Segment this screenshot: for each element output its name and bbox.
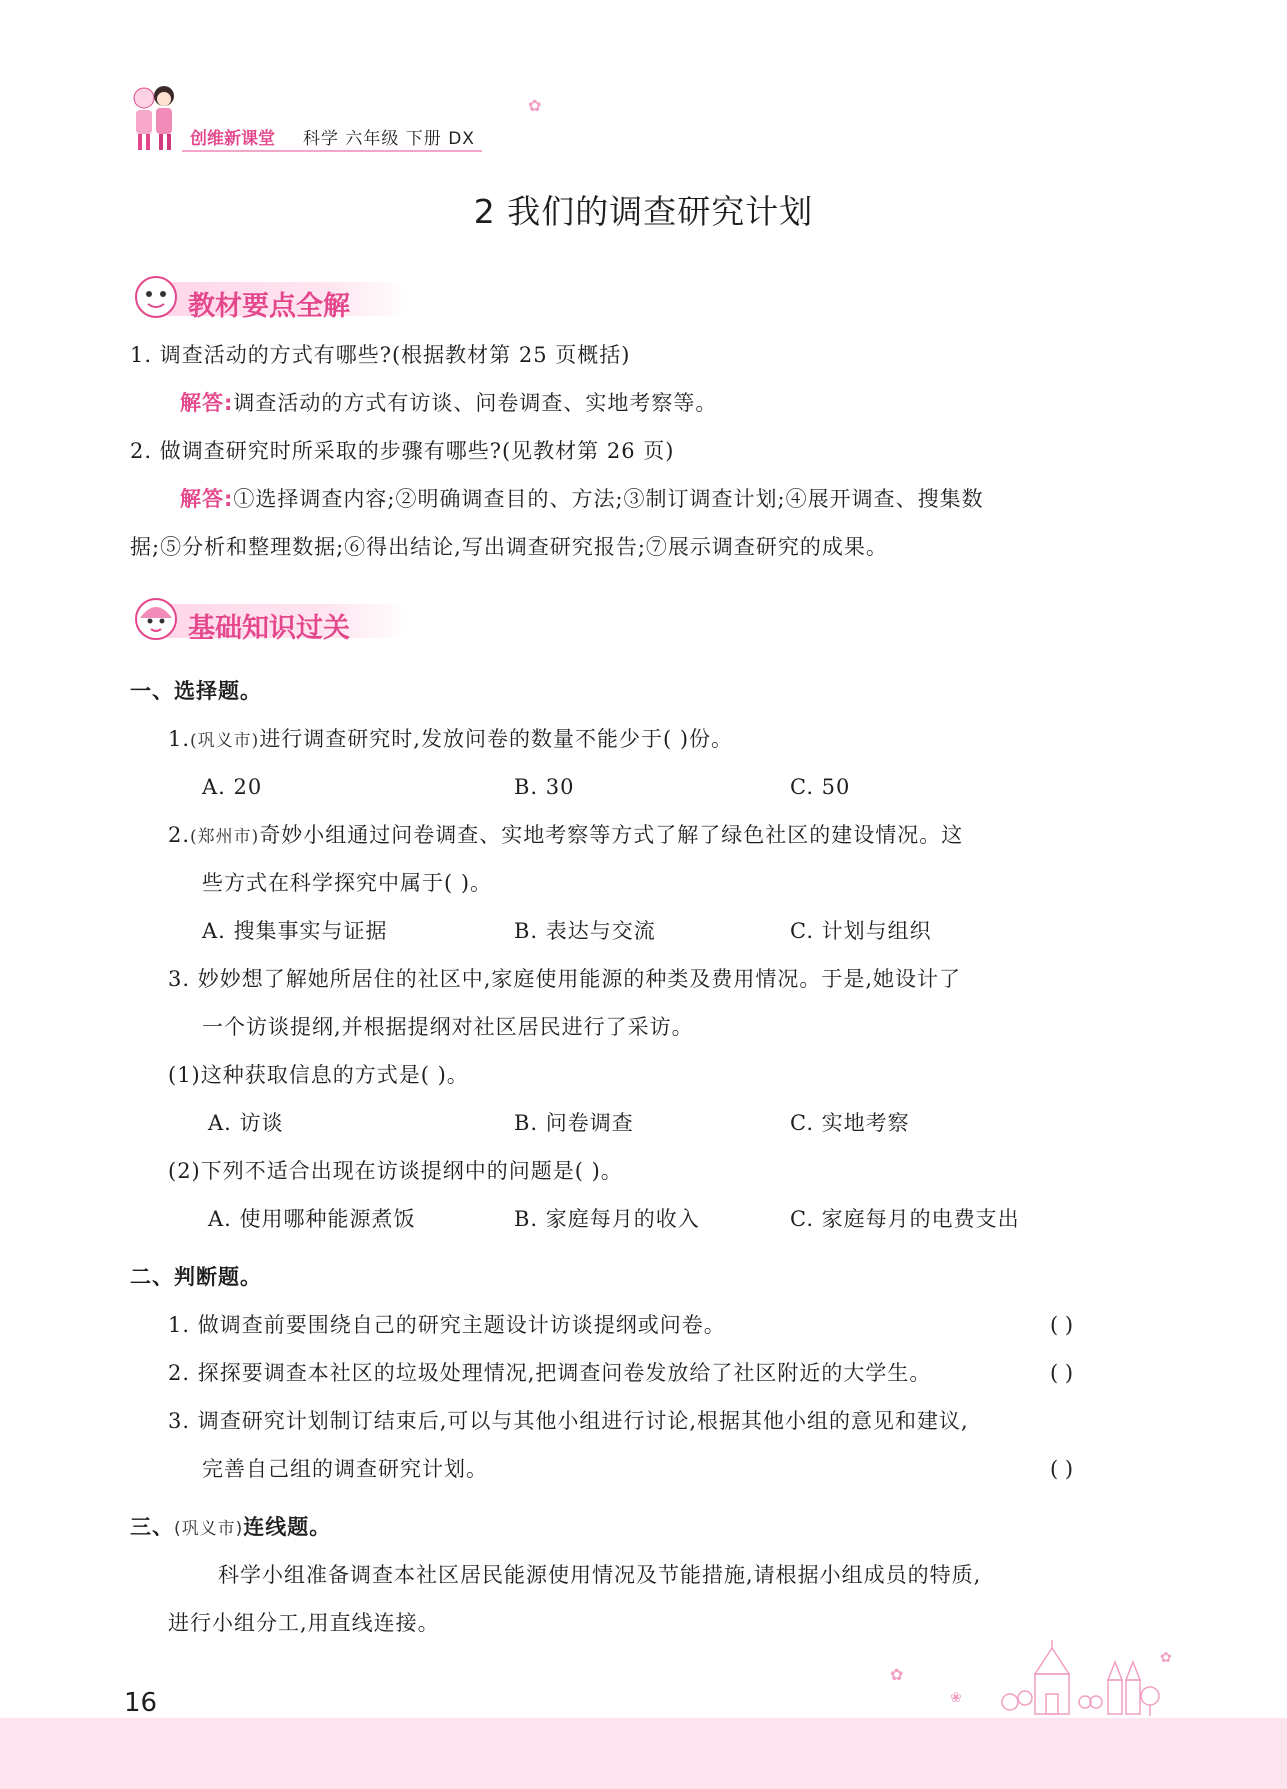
question-stem: 奇妙小组通过问卷调查、实地考察等方式了解了绿色社区的建设情况。这	[259, 823, 964, 847]
kids-illustration-icon	[128, 84, 180, 154]
page-title: 2 我们的调查研究计划	[473, 192, 814, 231]
section-banner-basics	[132, 594, 412, 644]
course-info: 科学 六年级 下册 DX	[303, 129, 475, 149]
option-c: C. 实地考察	[790, 1111, 910, 1135]
heading-prefix: 三、	[130, 1515, 174, 1539]
mascot-icon	[132, 274, 180, 320]
option-a: A. 使用哪种能源煮饭	[208, 1207, 416, 1231]
answer-paren: ( )	[1050, 1361, 1074, 1385]
part1-heading: 一、选择题。	[130, 679, 262, 703]
sub-question-1: (1)这种获取信息的方式是( )。	[168, 1063, 469, 1087]
question-number: 2.	[168, 823, 191, 847]
question-stem: 进行调查研究时,发放问卷的数量不能少于( )份。	[259, 727, 734, 751]
option-a: A. 搜集事实与证据	[202, 919, 388, 943]
castle-decoration-icon	[880, 1640, 1180, 1720]
girl-mascot-icon	[132, 596, 180, 642]
answer-label: 解答:	[180, 391, 234, 415]
judge-item-1: 1. 做调查前要围绕自己的研究主题设计访谈提纲或问卷。	[168, 1313, 726, 1337]
question-source: (巩义市)	[190, 731, 260, 751]
answer-text: 调查活动的方式有访谈、问卷调查、实地考察等。	[233, 391, 718, 415]
section-label: 基础知识过关	[188, 613, 350, 644]
answer-label: 解答:	[180, 487, 234, 511]
option-a: A. 访谈	[208, 1111, 284, 1135]
page-number: 16	[124, 1688, 158, 1718]
answer-paren: ( )	[1050, 1457, 1074, 1481]
matching-instruction: 科学小组准备调查本社区居民能源使用情况及节能措施,请根据小组成员的特质,	[218, 1563, 982, 1587]
svg-text:✿: ✿	[890, 1665, 904, 1684]
question-source: (郑州市)	[190, 827, 260, 847]
judge-item-3-cont: 完善自己组的调查研究计划。	[202, 1457, 488, 1481]
footer-band	[0, 1718, 1287, 1789]
answer-1	[180, 388, 717, 418]
option-b: B. 问卷调查	[514, 1111, 634, 1135]
mc-question-1	[168, 724, 733, 756]
sub-question-2: (2)下列不适合出现在访谈提纲中的问题是( )。	[168, 1159, 623, 1183]
answer-text: ①选择调查内容;②明确调查目的、方法;③制订调查计划;④展开调查、搜集数	[233, 487, 984, 511]
option-c: C. 计划与组织	[790, 919, 932, 943]
svg-text:❀: ❀	[950, 1690, 962, 1706]
option-c: C. 家庭每月的电费支出	[790, 1207, 1020, 1231]
section-label: 教材要点全解	[188, 291, 350, 322]
brand-name: 创维新课堂	[190, 129, 275, 149]
option-b: B. 表达与交流	[514, 919, 656, 943]
question-number: 1.	[168, 727, 191, 751]
judge-item-3: 3. 调查研究计划制订结束后,可以与其他小组进行讨论,根据其他小组的意见和建议,	[168, 1409, 969, 1433]
answer-2-line2: 据;⑤分析和整理数据;⑥得出结论,写出调查研究报告;⑦展示调查研究的成果。	[130, 535, 888, 559]
mc-question-3: 3. 妙妙想了解她所居住的社区中,家庭使用能源的种类及费用情况。于是,她设计了	[168, 967, 962, 991]
section-banner-key-points	[132, 272, 412, 322]
option-b: B. 30	[514, 775, 575, 799]
question-1: 1. 调查活动的方式有哪些?(根据教材第 25 页概括)	[130, 343, 631, 367]
question-2: 2. 做调查研究时所采取的步骤有哪些?(见教材第 26 页)	[130, 439, 675, 463]
matching-instruction-cont: 进行小组分工,用直线连接。	[168, 1611, 440, 1635]
option-c: C. 50	[790, 775, 851, 799]
mc-question-2	[168, 820, 963, 852]
option-b: B. 家庭每月的收入	[514, 1207, 700, 1231]
mc-question-2-cont: 些方式在科学探究中属于( )。	[202, 871, 493, 895]
flower-decoration-icon: ✿	[528, 96, 542, 115]
svg-text:✿: ✿	[1160, 1650, 1172, 1666]
judge-item-2: 2. 探探要调查本社区的垃圾处理情况,把调查问卷发放给了社区附近的大学生。	[168, 1361, 932, 1385]
answer-2-line1	[180, 484, 984, 514]
option-a: A. 20	[202, 775, 263, 799]
page-header	[128, 84, 548, 160]
part3-heading	[130, 1512, 331, 1544]
header-divider	[182, 150, 482, 152]
heading-suffix: 连线题。	[243, 1515, 332, 1539]
question-source: (巩义市)	[174, 1519, 244, 1539]
mc-question-3-cont: 一个访谈提纲,并根据提纲对社区居民进行了采访。	[202, 1015, 694, 1039]
answer-paren: ( )	[1050, 1313, 1074, 1337]
part2-heading: 二、判断题。	[130, 1265, 262, 1289]
